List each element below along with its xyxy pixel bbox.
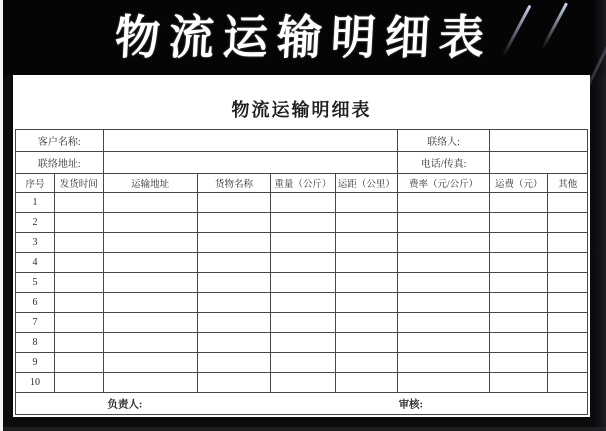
- table-cell[interactable]: [54, 273, 103, 293]
- table-cell[interactable]: [335, 233, 397, 253]
- table-cell[interactable]: [398, 193, 490, 213]
- row-number: 8: [16, 333, 55, 353]
- table-cell[interactable]: [335, 313, 397, 333]
- header-weight-kg: 重量（公斤）: [271, 174, 336, 193]
- table-row: [16, 313, 588, 333]
- table-cell[interactable]: [54, 253, 103, 273]
- table-cell[interactable]: [398, 333, 490, 353]
- row-number: 2: [16, 213, 55, 233]
- table-cell[interactable]: [335, 253, 397, 273]
- header-distance-km: 运距（公里）: [335, 174, 397, 193]
- header-goods-name: 货物名称: [197, 174, 270, 193]
- header-freight-yuan: 运费（元）: [490, 174, 548, 193]
- table-cell[interactable]: [197, 213, 270, 233]
- table-row: [16, 233, 588, 253]
- header-ship-time: 发货时间: [54, 174, 103, 193]
- row-number: 5: [16, 273, 55, 293]
- table-cell[interactable]: [54, 313, 103, 333]
- table-cell[interactable]: [271, 273, 336, 293]
- table-cell[interactable]: [103, 313, 197, 333]
- page-left-edge: [0, 0, 3, 431]
- document-sheet: [13, 75, 590, 417]
- table-cell[interactable]: [103, 353, 197, 373]
- signature-row: [16, 393, 588, 415]
- table-cell[interactable]: [335, 353, 397, 373]
- table-cell[interactable]: [548, 293, 588, 313]
- table-header-row: [16, 174, 588, 193]
- contact-person-field[interactable]: [490, 130, 588, 152]
- table-cell[interactable]: [548, 253, 588, 273]
- table-cell[interactable]: [490, 253, 548, 273]
- contact-person-label: 联络人:: [398, 130, 490, 152]
- table-cell[interactable]: [271, 253, 336, 273]
- table-cell[interactable]: [490, 353, 548, 373]
- contact-address-label: 联络地址:: [16, 152, 104, 174]
- table-cell[interactable]: [398, 273, 490, 293]
- table-cell[interactable]: [335, 213, 397, 233]
- table-cell[interactable]: [54, 373, 103, 393]
- table-row: [16, 273, 588, 293]
- table-cell[interactable]: [398, 353, 490, 373]
- contact-address-field[interactable]: [103, 152, 398, 174]
- manager-label: 负责人:: [107, 399, 143, 410]
- banner-title: 物流运输明细表: [114, 12, 495, 65]
- table-cell[interactable]: [490, 293, 548, 313]
- table-cell[interactable]: [548, 233, 588, 253]
- row-number: 6: [16, 293, 55, 313]
- row-number: 4: [16, 253, 55, 273]
- table-cell[interactable]: [335, 273, 397, 293]
- table-cell[interactable]: [103, 333, 197, 353]
- table-cell[interactable]: [398, 233, 490, 253]
- phone-fax-label: 电话/传真:: [398, 152, 490, 174]
- table-cell[interactable]: [398, 253, 490, 273]
- table-row: [16, 253, 588, 273]
- customer-name-label: 客户名称:: [16, 130, 104, 152]
- table-cell[interactable]: [103, 253, 197, 273]
- light-streak-icon: [541, 2, 568, 49]
- info-row-address: [16, 152, 588, 174]
- table-cell[interactable]: [271, 293, 336, 313]
- table-cell[interactable]: [335, 333, 397, 353]
- table-cell[interactable]: [271, 373, 336, 393]
- table-cell[interactable]: [54, 213, 103, 233]
- table-cell[interactable]: [103, 273, 197, 293]
- table-row: [16, 213, 588, 233]
- page-bottom-edge: [3, 427, 606, 431]
- table-cell[interactable]: [548, 273, 588, 293]
- table-cell[interactable]: [197, 373, 270, 393]
- phone-fax-field[interactable]: [490, 152, 588, 174]
- header-rate-yuan-per-kg: 费率（元/公斤）: [398, 174, 490, 193]
- info-row-customer: [16, 130, 588, 152]
- frame-right-shade: [594, 0, 606, 431]
- table-cell[interactable]: [335, 293, 397, 313]
- table-cell[interactable]: [197, 293, 270, 313]
- table-cell[interactable]: [398, 293, 490, 313]
- table-cell[interactable]: [271, 233, 336, 253]
- table-cell[interactable]: [197, 333, 270, 353]
- reviewer-label: 审核:: [398, 399, 424, 410]
- logistics-detail-table: [15, 129, 588, 415]
- table-cell[interactable]: [271, 333, 336, 353]
- table-cell[interactable]: [548, 193, 588, 213]
- table-cell[interactable]: [271, 313, 336, 333]
- row-number: 10: [16, 373, 55, 393]
- table-cell[interactable]: [103, 193, 197, 213]
- table-row: [16, 333, 588, 353]
- table-cell[interactable]: [197, 193, 270, 213]
- table-row: [16, 293, 588, 313]
- table-cell[interactable]: [548, 373, 588, 393]
- table-cell[interactable]: [490, 193, 548, 213]
- table-cell[interactable]: [54, 353, 103, 373]
- table-row: [16, 193, 588, 213]
- table-cell[interactable]: [490, 273, 548, 293]
- table-cell[interactable]: [490, 373, 548, 393]
- table-cell[interactable]: [54, 233, 103, 253]
- table-cell[interactable]: [490, 333, 548, 353]
- table-cell[interactable]: [103, 373, 197, 393]
- table-cell[interactable]: [398, 313, 490, 333]
- row-number: 7: [16, 313, 55, 333]
- table-cell[interactable]: [197, 313, 270, 333]
- header-other: 其他: [548, 174, 588, 193]
- table-cell[interactable]: [54, 193, 103, 213]
- table-cell[interactable]: [103, 233, 197, 253]
- table-row: [16, 373, 588, 393]
- table-cell[interactable]: [548, 313, 588, 333]
- table-cell[interactable]: [548, 353, 588, 373]
- row-number: 3: [16, 233, 55, 253]
- table-cell[interactable]: [197, 253, 270, 273]
- customer-name-field[interactable]: [103, 130, 398, 152]
- table-cell[interactable]: [271, 213, 336, 233]
- banner: [3, 0, 606, 75]
- table-cell[interactable]: [335, 373, 397, 393]
- table-cell[interactable]: [54, 333, 103, 353]
- table-cell[interactable]: [197, 233, 270, 253]
- table-cell[interactable]: [548, 213, 588, 233]
- table-cell[interactable]: [335, 193, 397, 213]
- table-cell[interactable]: [197, 273, 270, 293]
- table-cell[interactable]: [398, 213, 490, 233]
- table-cell[interactable]: [271, 353, 336, 373]
- table-cell[interactable]: [54, 293, 103, 313]
- document-title: 物流运输明细表: [231, 100, 372, 120]
- table-cell[interactable]: [490, 233, 548, 253]
- table-cell[interactable]: [103, 213, 197, 233]
- light-streak-icon: [502, 5, 532, 58]
- row-number: 9: [16, 353, 55, 373]
- table-cell[interactable]: [197, 353, 270, 373]
- table-cell[interactable]: [490, 313, 548, 333]
- header-transport-address: 运输地址: [103, 174, 197, 193]
- table-cell[interactable]: [271, 193, 336, 213]
- table-cell[interactable]: [490, 213, 548, 233]
- table-footer-row: [16, 393, 588, 415]
- table-row: [16, 353, 588, 373]
- table-cell[interactable]: [103, 293, 197, 313]
- row-number: 1: [16, 193, 55, 213]
- header-seq-no: 序号: [16, 174, 55, 193]
- table-cell[interactable]: [398, 373, 490, 393]
- table-cell[interactable]: [548, 333, 588, 353]
